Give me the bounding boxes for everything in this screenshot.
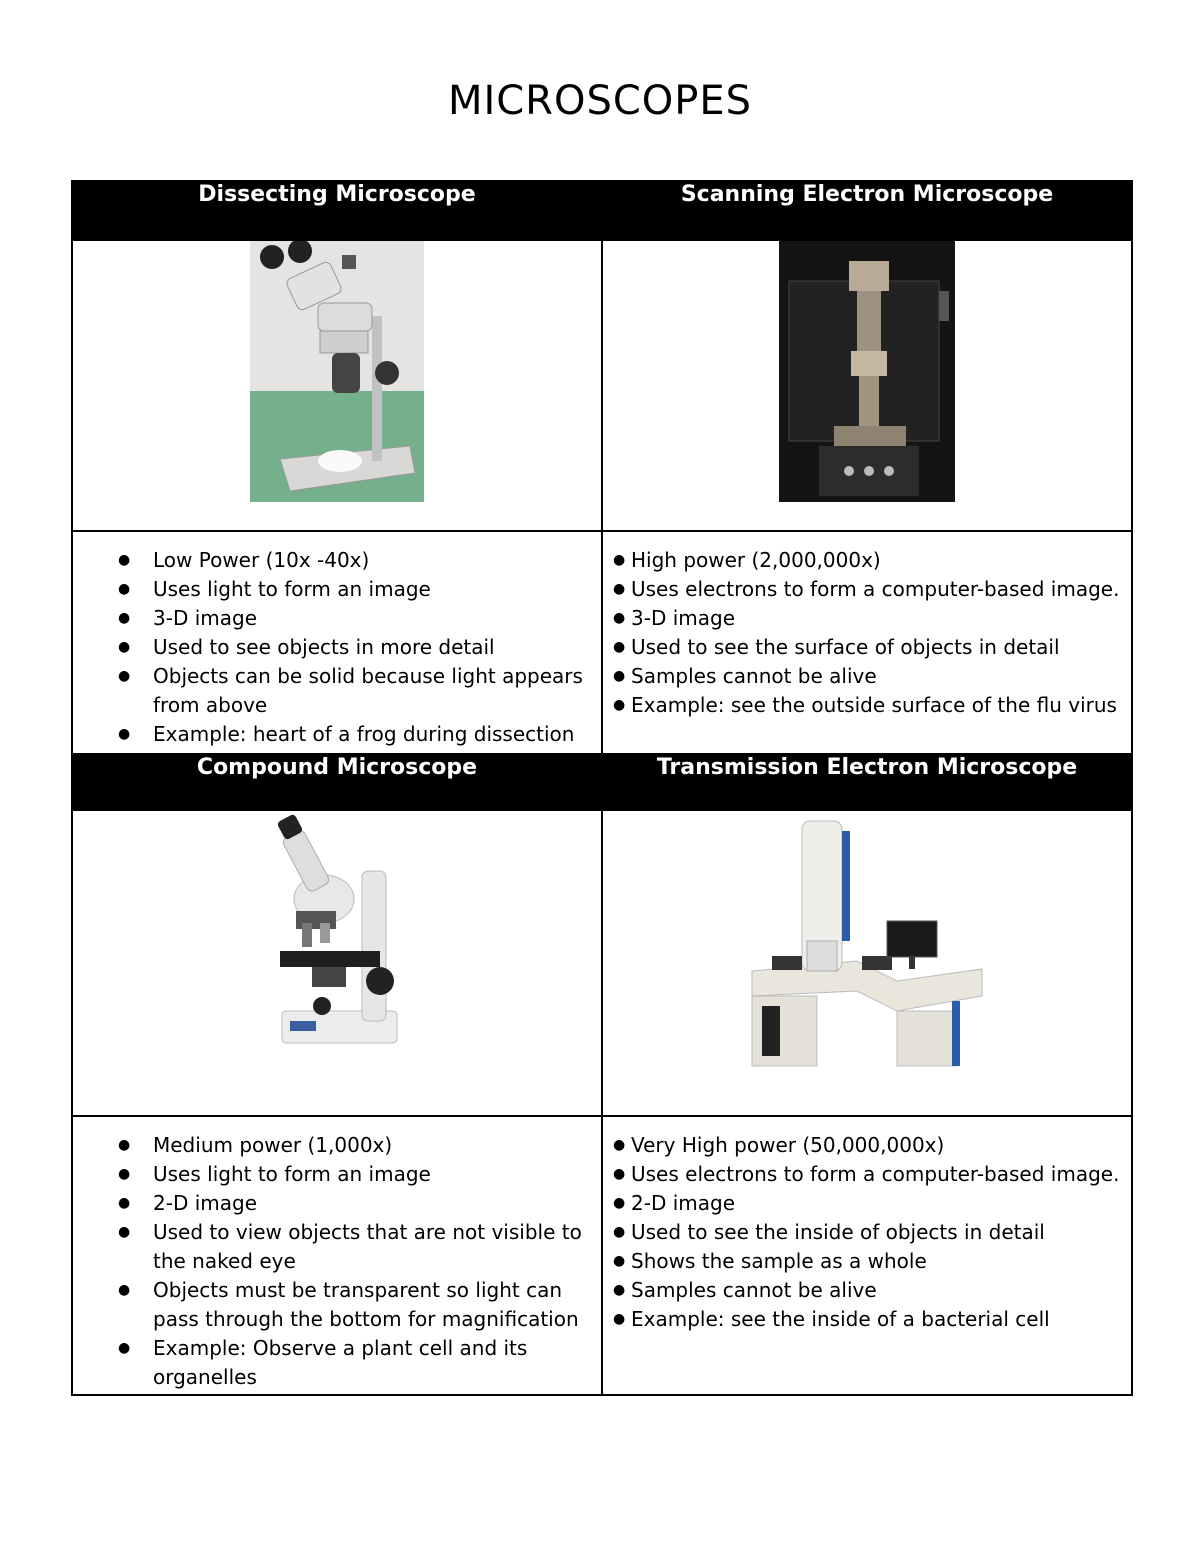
dissecting-header: Dissecting Microscope [72,181,602,240]
list-item: ● Medium power (1,000x) [73,1131,601,1160]
sem-facts-list [603,546,1131,720]
list-item: ● Used to view objects that are not visible to the naked eye [73,1218,601,1276]
list-item: ● 2-D image [603,1189,1131,1218]
compound-microscope-photo [262,811,412,1051]
transmission-electron-microscope-photo [747,811,987,1071]
dissecting-facts-cell [72,531,602,754]
list-item: ● Used to see the surface of objects in detail [603,633,1131,662]
list-item: ● Example: see the outside surface of the flu virus [603,691,1131,720]
list-item: ● Example: Observe a plant cell and its organelles [73,1334,601,1392]
list-item: ● Example: heart of a frog during dissection [73,720,601,749]
list-item: ● Uses electrons to form a computer-based image. [603,575,1131,604]
compound-facts-cell [72,1116,602,1395]
list-item: ● Samples cannot be alive [603,662,1131,691]
tem-facts-list [603,1131,1131,1334]
sem-header: Scanning Electron Microscope [602,181,1132,240]
tem-image-cell [602,810,1132,1116]
sem-facts-cell [602,531,1132,754]
tem-header: Transmission Electron Microscope [602,754,1132,810]
list-item: ● High power (2,000,000x) [603,546,1131,575]
tem-facts-cell [602,1116,1132,1395]
list-item: ● Samples cannot be alive [603,1276,1131,1305]
dissecting-image-cell [72,240,602,531]
list-item: ● Used to see objects in more detail [73,633,601,662]
list-item: ● Shows the sample as a whole [603,1247,1131,1276]
list-item: ● 3-D image [73,604,601,633]
page-title: MICROSCOPES [447,78,753,124]
compound-image-cell [72,810,602,1116]
dissecting-microscope-photo [250,241,424,502]
sem-image-cell [602,240,1132,531]
list-item: ● 3-D image [603,604,1131,633]
scanning-electron-microscope-photo [779,241,955,502]
list-item: ● Uses light to form an image [73,1160,601,1189]
list-item: ● Uses electrons to form a computer-based image. [603,1160,1131,1189]
list-item: ● Uses light to form an image [73,575,601,604]
list-item: ● Very High power (50,000,000x) [603,1131,1131,1160]
list-item: ● Objects can be solid because light appears from above [73,662,601,720]
list-item: ● Used to see the inside of objects in detail [603,1218,1131,1247]
compound-facts-list [73,1131,601,1392]
list-item: ● Example: see the inside of a bacterial cell [603,1305,1131,1334]
dissecting-facts-list [73,546,601,749]
microscope-table [71,180,1133,1396]
list-item: ● Objects must be transparent so light can pass through the bottom for magnification [73,1276,601,1334]
list-item: ● 2-D image [73,1189,601,1218]
compound-header: Compound Microscope [72,754,602,810]
list-item: ● Low Power (10x -40x) [73,546,601,575]
